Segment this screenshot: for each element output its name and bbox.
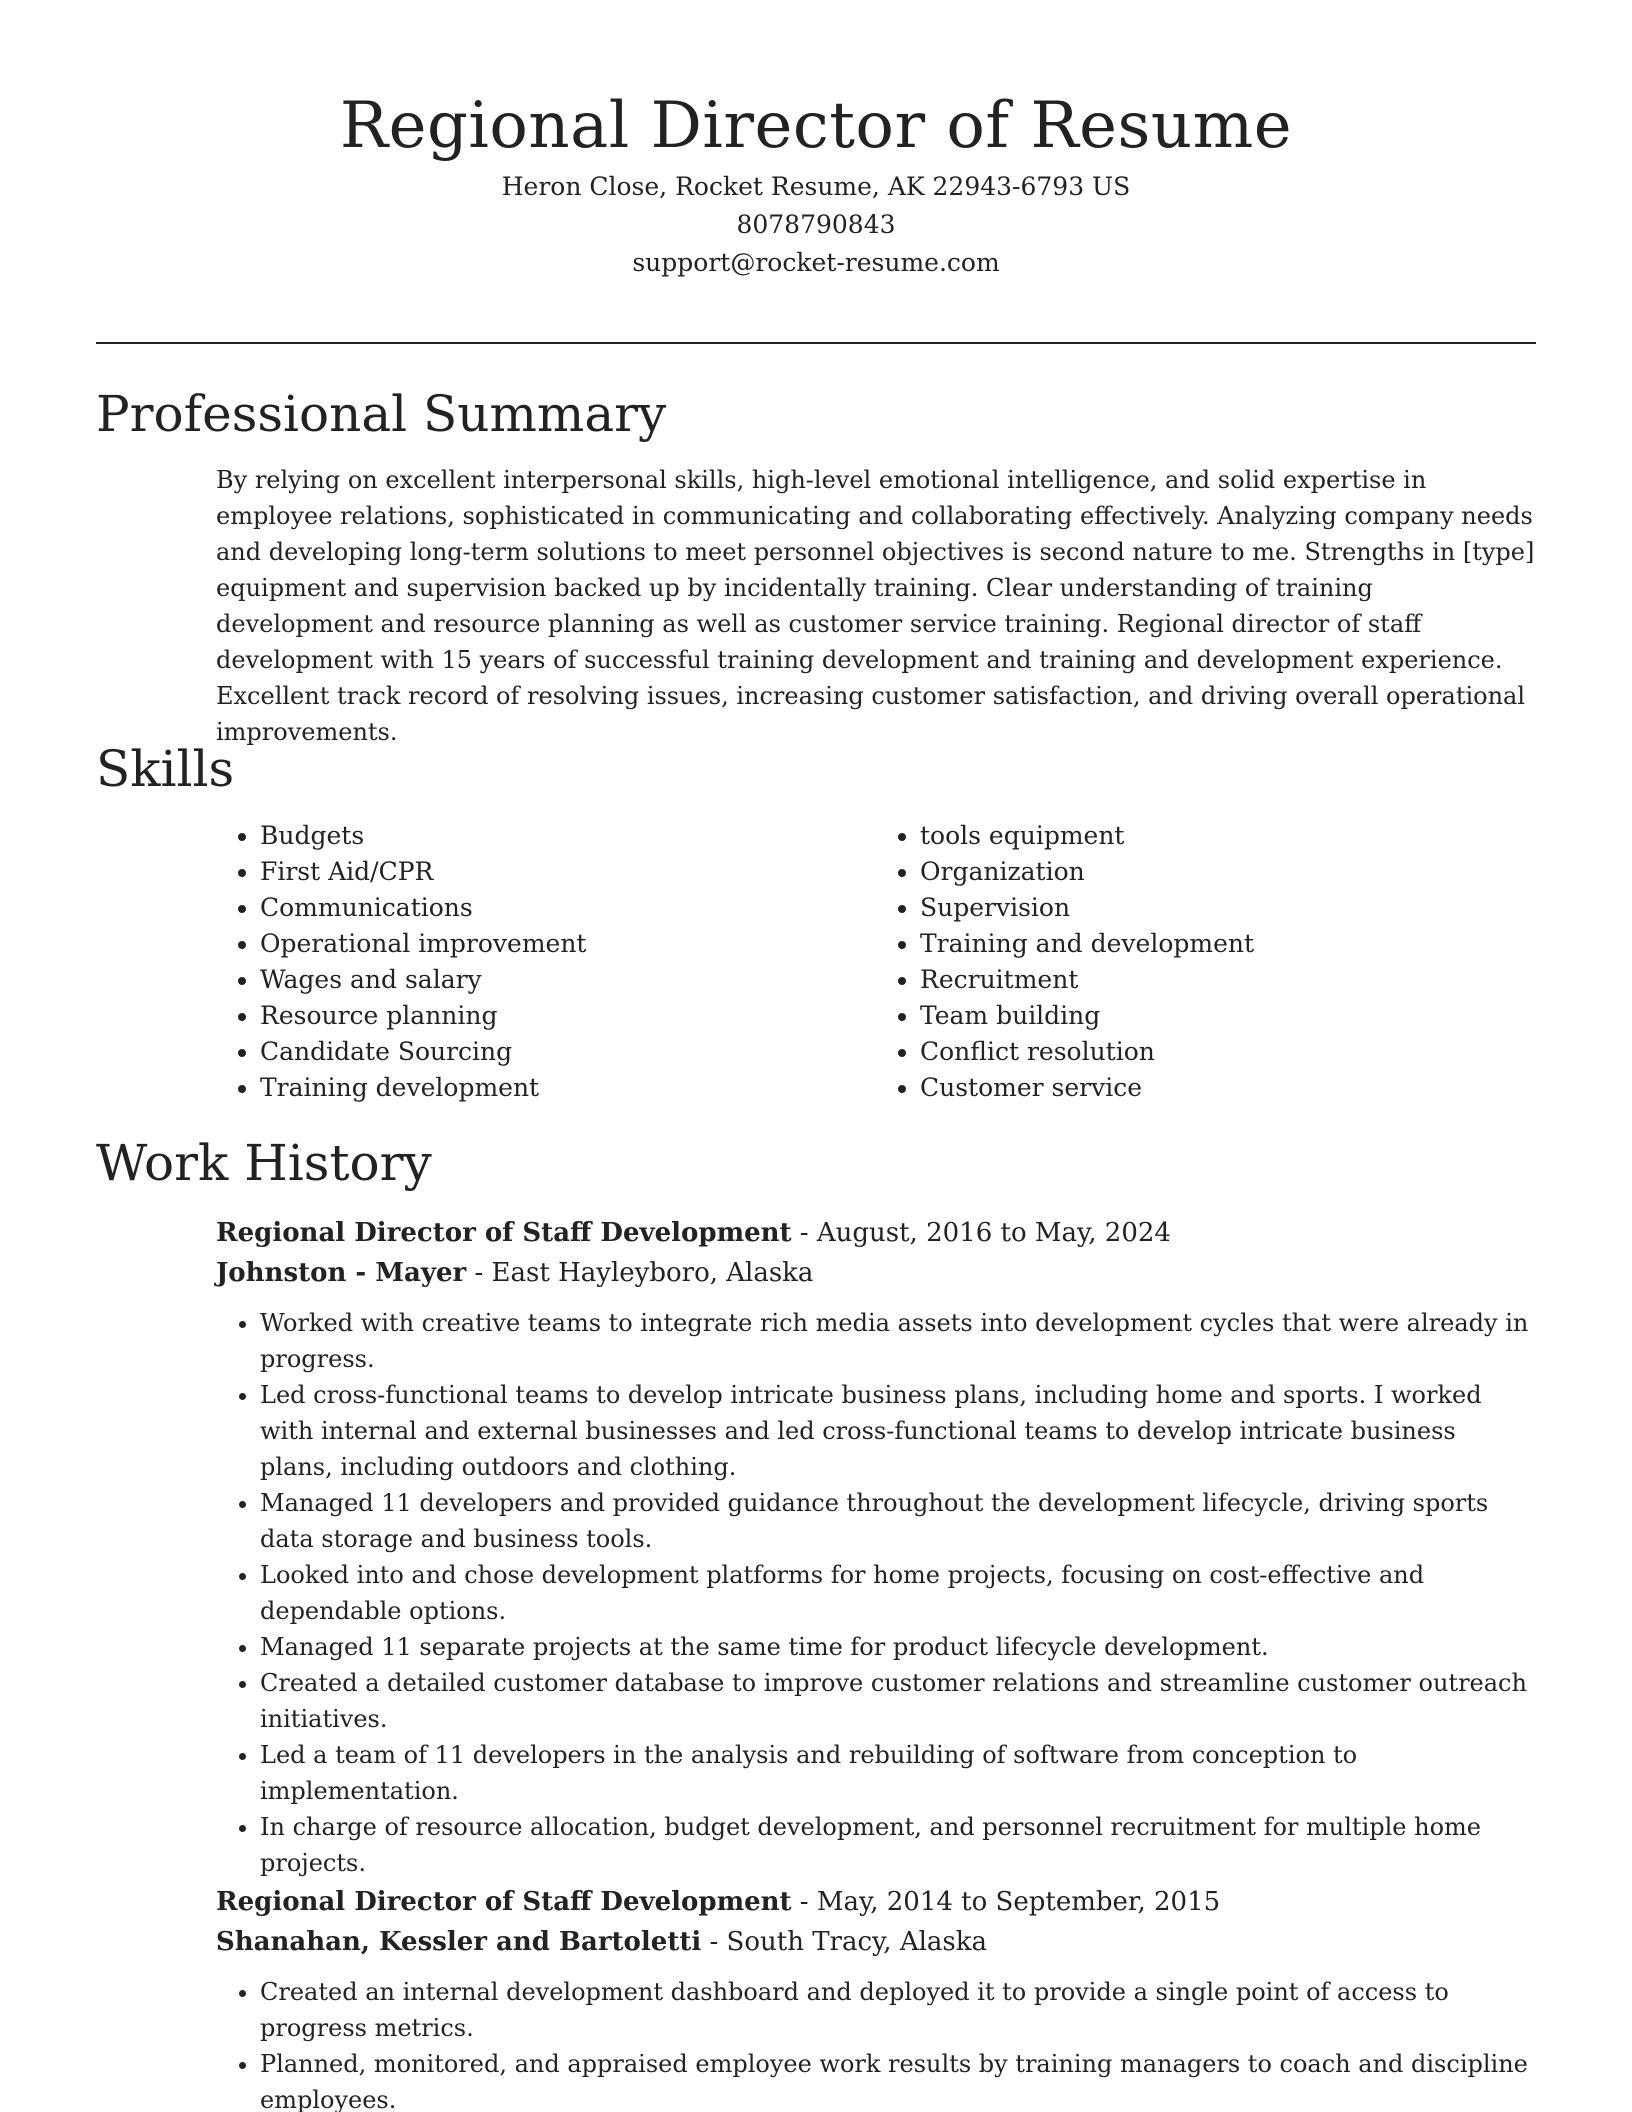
skill-item: • First Aid/CPR [260, 854, 876, 890]
company-name: Johnston - Mayer [216, 1258, 467, 1288]
job-dates: May, 2014 to September, 2015 [816, 1887, 1221, 1917]
skill-item: • tools equipment [920, 818, 1536, 854]
skill-item: • Conflict resolution [920, 1034, 1536, 1070]
skill-item: • Training and development [920, 926, 1536, 962]
skills-heading: Skills [96, 740, 235, 798]
summary-text: By relying on excellent interpersonal skills, high-level emotional intelligence, and solid expertise in employee relations, sophisticated in communicating and collaborating effectively. Analyzing company needs and developing long-term solutions to meet personnel objectives is second nature to me. Strengths in [type] equipment and supervision backed up by incidentally training. Clear understanding of training development and resource planning as well as customer service training. Regional director of staff development with 15 years of successful training development and training and development experience. Excellent track record of resolving issues, increasing customer satisfaction, and driving overall operational improvements. [216, 466, 1535, 746]
resume-title: Regional Director of Resume [339, 89, 1293, 163]
skill-item: • Organization [920, 854, 1536, 890]
skill-item: • Operational improvement [260, 926, 876, 962]
skill-item: • Customer service [920, 1070, 1536, 1106]
list-item: • Led cross-functional teams to develop intricate business plans, including home and sports. I worked with internal and external businesses and led cross-functional teams to develop intricate business plans, including outdoors and clothing. [260, 1377, 1536, 1485]
skills-list [216, 818, 1536, 1106]
skill-item: • Communications [260, 890, 876, 926]
skill-item: • Supervision [920, 890, 1536, 926]
separator: - [799, 1218, 817, 1248]
company-name: Shanahan, Kessler and Bartoletti [216, 1927, 702, 1957]
job-bullets [216, 1974, 1536, 2112]
phone-number: 8078790843 [736, 210, 896, 239]
list-item: • Led a team of 11 developers in the analysis and rebuilding of software from conception to implementation. [260, 1737, 1536, 1809]
skills-column-right [876, 818, 1536, 1106]
job-bullets [216, 1305, 1536, 1881]
separator: - [709, 1927, 727, 1957]
job-entry [216, 1213, 1536, 1881]
job-entry [216, 1882, 1536, 2112]
job-company-line [216, 1253, 1536, 1293]
skill-item: • Wages and salary [260, 962, 876, 998]
list-item: • Created a detailed customer database to improve customer relations and streamline customer outreach initiatives. [260, 1665, 1536, 1737]
list-item: • Worked with creative teams to integrate rich media assets into development cycles that were already in progress. [260, 1305, 1536, 1377]
job-title-line [216, 1882, 1536, 1922]
job-location: East Hayleyboro, Alaska [491, 1258, 814, 1288]
skills-column-left [216, 818, 876, 1106]
job-company-line [216, 1922, 1536, 1962]
job-title-line [216, 1213, 1536, 1253]
job-dates: August, 2016 to May, 2024 [816, 1218, 1171, 1248]
summary-heading: Professional Summary [96, 385, 667, 443]
header-divider [96, 342, 1536, 344]
list-item: • In charge of resource allocation, budget development, and personnel recruitment for multiple home projects. [260, 1809, 1536, 1881]
skill-item: • Resource planning [260, 998, 876, 1034]
list-item: • Managed 11 developers and provided guidance throughout the development lifecycle, driving sports data storage and business tools. [260, 1485, 1536, 1557]
email-address: support@rocket-resume.com [632, 248, 1000, 277]
skill-item: • Recruitment [920, 962, 1536, 998]
separator: - [799, 1887, 817, 1917]
list-item: • Planned, monitored, and appraised employee work results by training managers to coach and discipline employees. [260, 2046, 1536, 2112]
resume-header [0, 0, 1632, 282]
work-history-heading: Work History [96, 1134, 432, 1192]
job-title: Regional Director of Staff Development [216, 1218, 792, 1248]
job-location: South Tracy, Alaska [726, 1927, 988, 1957]
skill-item: • Team building [920, 998, 1536, 1034]
skill-item: • Training development [260, 1070, 876, 1106]
job-title: Regional Director of Staff Development [216, 1887, 792, 1917]
skill-item: • Candidate Sourcing [260, 1034, 876, 1070]
separator: - [474, 1258, 492, 1288]
address: Heron Close, Rocket Resume, AK 22943-6793 US [501, 172, 1131, 201]
skill-item: • Budgets [260, 818, 876, 854]
list-item: • Looked into and chose development platforms for home projects, focusing on cost-effective and dependable options. [260, 1557, 1536, 1629]
list-item: • Created an internal development dashboard and deployed it to provide a single point of access to progress metrics. [260, 1974, 1536, 2046]
list-item: • Managed 11 separate projects at the same time for product lifecycle development. [260, 1629, 1536, 1665]
